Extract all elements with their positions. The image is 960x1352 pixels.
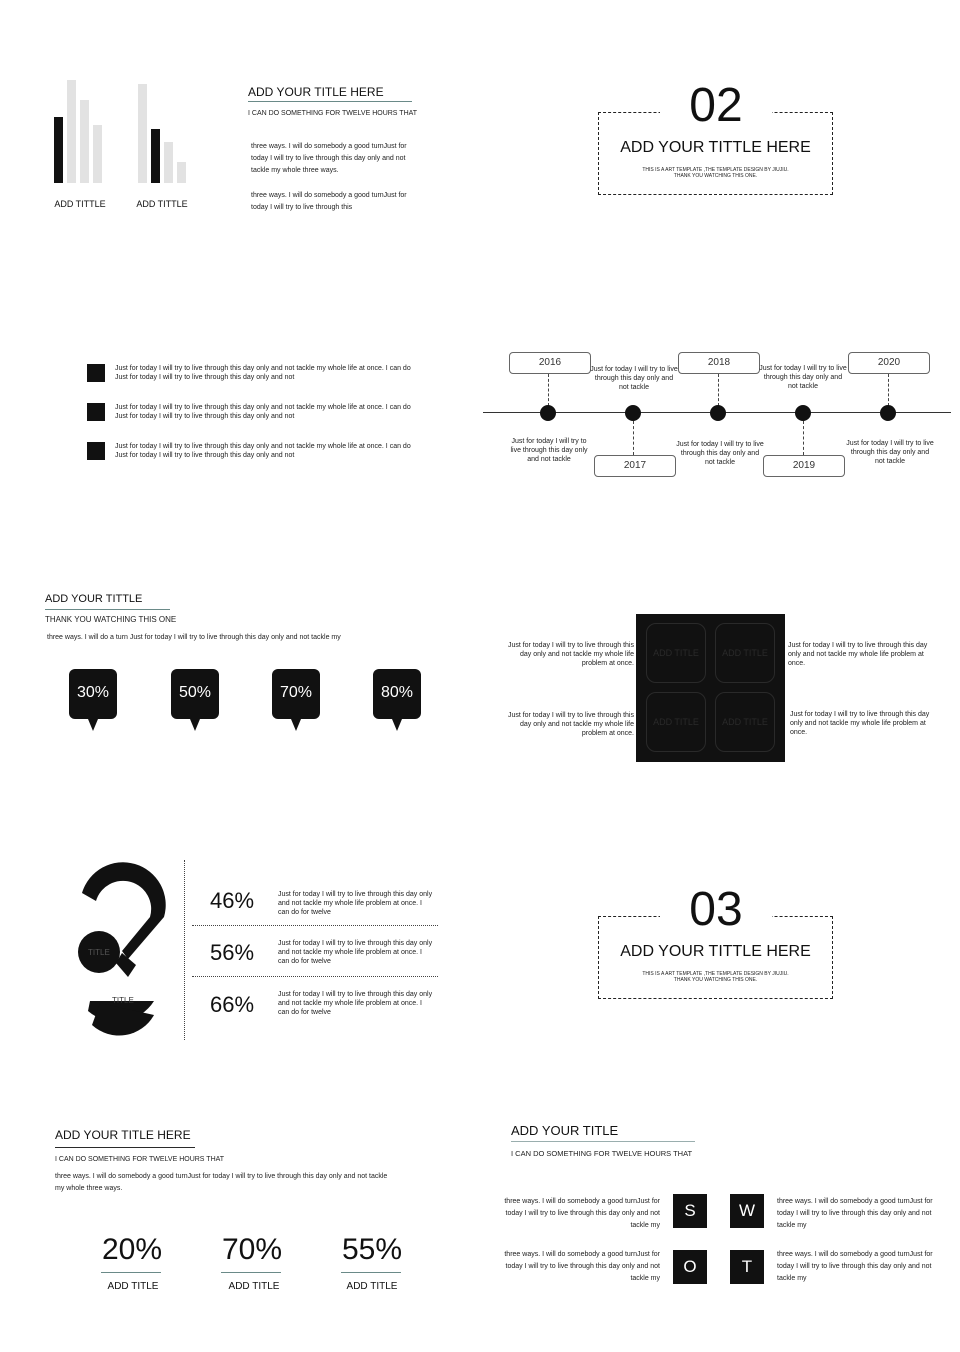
stat-underline xyxy=(341,1272,401,1273)
grid-cell: ADD TITLE xyxy=(646,623,706,683)
slide-9-title: ADD YOUR TITLE HERE xyxy=(55,1128,191,1142)
slide-9-para: three ways. I will do somebody a good turnJust for today I will try to live through this day only and not tackle my whole three ways. xyxy=(55,1173,388,1192)
slide-5-title: ADD YOUR TITTLE xyxy=(45,593,143,605)
year-box-2016: 2016 xyxy=(509,352,591,374)
timeline-text: Just for today I will try to live through this day only and not tackle xyxy=(510,438,588,463)
grid-text-right: Just for today I will try to live through this day only and not tackle my whole life problem at once. xyxy=(790,711,930,736)
stat-label: ADD TITLE xyxy=(228,1281,280,1292)
bars-b-label: ADD TITTLE xyxy=(136,199,188,209)
list-square xyxy=(87,442,105,460)
stat-percent: 20% xyxy=(101,1233,163,1266)
slide-10-title: ADD YOUR TITLE xyxy=(511,1123,619,1138)
bars-a-label: ADD TITTLE xyxy=(54,199,106,209)
swot-o: O xyxy=(673,1250,707,1284)
arc-large-tail xyxy=(122,917,164,959)
bar-a2 xyxy=(67,80,76,183)
list-square xyxy=(87,403,105,421)
grid-cell: ADD TITLE xyxy=(715,623,775,683)
timeline-dot xyxy=(540,405,556,421)
swot-t: T xyxy=(730,1250,764,1284)
percent-bubble: 70% xyxy=(272,669,320,719)
grid-text-right: Just for today I will try to live through this day only and not tackle my whole life problem at once. xyxy=(788,642,928,667)
arc-label: TITLE xyxy=(110,900,132,909)
bar-b2 xyxy=(151,129,160,183)
bar-b3 xyxy=(164,142,173,183)
vertical-divider xyxy=(184,860,185,1040)
stat-label: ADD TITLE xyxy=(346,1281,398,1292)
grid-cell: ADD TITLE xyxy=(646,692,706,752)
stat-label: ADD TITLE xyxy=(107,1281,159,1292)
row-percent: 56% xyxy=(210,940,255,965)
grid-text-left: Just for today I will try to live through this day only and not tackle my whole life problem at once. xyxy=(507,642,634,667)
bar-b1 xyxy=(138,84,147,183)
bar-b4 xyxy=(177,162,186,183)
year-box-2018: 2018 xyxy=(678,352,760,374)
year-box-2017: 2017 xyxy=(594,455,676,477)
swot-w: W xyxy=(730,1194,764,1228)
percent-bubble: 80% xyxy=(373,669,421,719)
list-item: Just for today I will try to live through this day only and not tackle my whole life at once. I can do Just for today I will try to live through this day only and not xyxy=(115,404,411,420)
slide-8-title: ADD YOUR TITTLE HERE xyxy=(620,943,811,960)
timeline-text: Just for today I will try to live through this day only and not tackle xyxy=(846,440,934,465)
grid-text-left: Just for today I will try to live through this day only and not tackle my whole life problem at once. xyxy=(507,712,634,737)
timeline-dot xyxy=(880,405,896,421)
arc-label: TITLE xyxy=(88,948,110,957)
timeline-text: Just for today I will try to live through this day only and not tackle xyxy=(590,366,678,391)
title-underline xyxy=(248,101,412,102)
slide-2-title: ADD YOUR TITTLE HERE xyxy=(620,139,811,156)
swot-text-w: three ways. I will do somebody a good turnJust for today I will try to live through this day only and not tackle my xyxy=(777,1198,933,1229)
connector xyxy=(803,421,804,455)
swot-text-o: three ways. I will do somebody a good turnJust for today I will try to live through this day only and not tackle my xyxy=(504,1251,660,1282)
slide-1-subtitle: I CAN DO SOMETHING FOR TWELVE HOURS THAT xyxy=(248,110,418,117)
stat-percent: 55% xyxy=(341,1233,403,1266)
list-item: Just for today I will try to live through this day only and not tackle my whole life at once. I can do Just for today I will try to live through this day only and not xyxy=(115,365,411,381)
swot-text-s: three ways. I will do somebody a good turnJust for today I will try to live through this day only and not tackle my xyxy=(504,1198,660,1229)
bar-a4 xyxy=(93,125,102,183)
row-percent: 66% xyxy=(210,992,255,1017)
slide-8-caption: THIS IS A ART TEMPLATE ,THE TEMPLATE DESIGN BY JIUJIU. THANK YOU WATCHING THIS ONE. xyxy=(642,971,789,983)
grid-cell: ADD TITLE xyxy=(715,692,775,752)
slide-5-subtitle: THANK YOU WATCHING THIS ONE xyxy=(45,615,177,624)
swot-text-t: three ways. I will do somebody a good turnJust for today I will try to live through this day only and not tackle my xyxy=(777,1251,933,1282)
slide-10-subtitle: I CAN DO SOMETHING FOR TWELVE HOURS THAT xyxy=(511,1149,693,1158)
connector xyxy=(718,374,719,406)
timeline-text: Just for today I will try to live through this day only and not tackle xyxy=(676,441,764,466)
percent-bubble: 30% xyxy=(69,669,117,719)
stat-underline xyxy=(101,1272,161,1273)
slide-1-para2: three ways. I will do somebody a good turnJust for today I will try to live through this xyxy=(251,192,407,211)
row-text: Just for today I will try to live through this day only and not tackle my whole life problem at once. I can do for twelve xyxy=(278,940,433,965)
row-divider xyxy=(192,976,438,977)
list-item: Just for today I will try to live through this day only and not tackle my whole life at once. I can do Just for today I will try to live through this day only and not xyxy=(115,443,411,459)
timeline-dot xyxy=(795,405,811,421)
stat-underline xyxy=(221,1272,281,1273)
timeline-text: Just for today I will try to live through this day only and not tackle xyxy=(759,365,847,390)
arc-graphic xyxy=(70,855,180,1045)
bar-a1 xyxy=(54,117,63,183)
arc-label: TITLE xyxy=(112,996,134,1005)
row-percent: 46% xyxy=(210,888,255,913)
section-number: 02 xyxy=(660,80,772,132)
year-box-2019: 2019 xyxy=(763,455,845,477)
title-underline xyxy=(511,1141,695,1142)
slide-9-subtitle: I CAN DO SOMETHING FOR TWELVE HOURS THAT xyxy=(55,1156,225,1163)
row-text: Just for today I will try to live through this day only and not tackle my whole life problem at once. I can do for twelve xyxy=(278,991,433,1016)
list-square xyxy=(87,364,105,382)
stat-percent: 70% xyxy=(221,1233,283,1266)
slide-1-title: ADD YOUR TITLE HERE xyxy=(248,85,384,99)
title-underline xyxy=(45,609,170,610)
slide-1-para1: three ways. I will do somebody a good turnJust for today I will try to live through this day only and not tackle my whole three ways. xyxy=(251,143,407,174)
swot-s: S xyxy=(673,1194,707,1228)
bar-a3 xyxy=(80,100,89,183)
slide-2-caption: THIS IS A ART TEMPLATE ,THE TEMPLATE DESIGN BY JIUJIU. THANK YOU WATCHING THIS ONE. xyxy=(642,167,789,179)
row-text: Just for today I will try to live through this day only and not tackle my whole life problem at once. I can do for twelve xyxy=(278,891,433,916)
connector xyxy=(633,421,634,455)
connector xyxy=(888,374,889,406)
connector xyxy=(548,374,549,406)
row-divider xyxy=(192,925,438,926)
timeline-dot xyxy=(710,405,726,421)
year-box-2020: 2020 xyxy=(848,352,930,374)
slide-5-para: three ways. I will do a turn Just for today I will try to live through this day only and not tackle my xyxy=(47,634,341,641)
percent-bubble: 50% xyxy=(171,669,219,719)
title-underline xyxy=(55,1147,195,1148)
section-number: 03 xyxy=(660,884,772,936)
timeline-dot xyxy=(625,405,641,421)
